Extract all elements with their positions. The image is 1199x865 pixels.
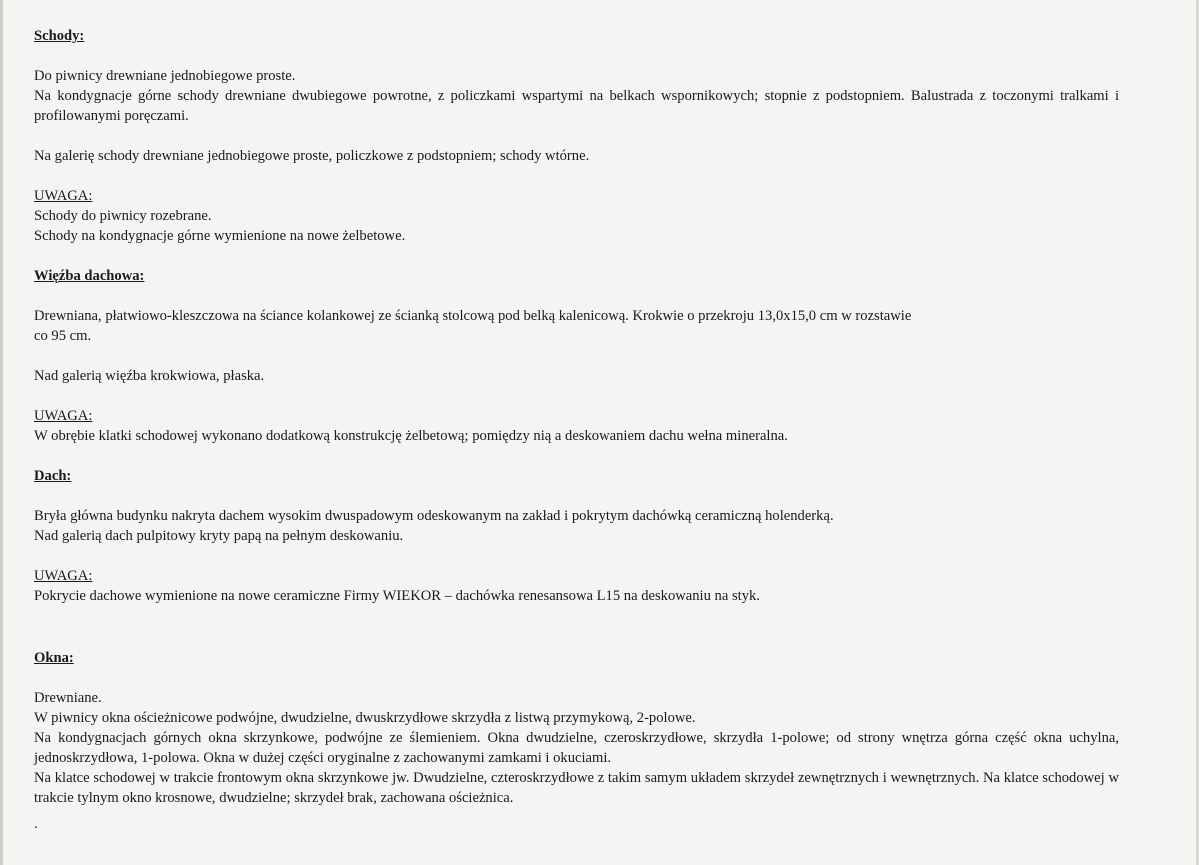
dach-uwaga-label: UWAGA: — [34, 568, 93, 584]
schody-line-2: Na kondygnacje górne schody drewniane dwubiegowe powrotne, z policzkami wspartymi na belkach wspornikowych; stopnie z podstopniem. Balustrada z toczonymi tralkami i profilowanymi poręczami. — [34, 88, 1119, 124]
okna-line-2: W piwnicy okna ościeżnicowe podwójne, dwudzielne, dwuskrzydłowe skrzydła z listwą przymykową, 2-polowe. — [34, 710, 696, 726]
wiezba-uwaga-line-1: W obrębie klatki schodowej wykonano dodatkową konstrukcję żelbetową; pomiędzy nią a deskowaniem dachu wełna mineralna. — [34, 428, 788, 444]
heading-okna: Okna: — [34, 650, 74, 666]
document-content — [34, 26, 1119, 834]
schody-line-1: Do piwnicy drewniane jednobiegowe proste. — [34, 68, 296, 84]
dach-line-2: Nad galerią dach pulpitowy kryty papą na pełnym deskowaniu. — [34, 528, 404, 544]
dach-line-1: Bryła główna budynku nakryta dachem wysokim dwuspadowym odeskowanym na zakład i pokrytym dachówką ceramiczną holenderką. — [34, 508, 834, 524]
schody-uwaga-label: UWAGA: — [34, 188, 93, 204]
trailing-dot: . — [34, 816, 38, 832]
wiezba-line-1: Drewniana, płatwiowo-kleszczowa na ściance kolankowej ze ścianką stolcową pod belką kalenicową. Krokwie o przekroju 13,0x15,0 cm w rozstawie — [34, 308, 912, 324]
schody-uwaga-line-2: Schody na kondygnacje górne wymienione na nowe żelbetowe. — [34, 228, 406, 244]
wiezba-uwaga-label: UWAGA: — [34, 408, 93, 424]
schody-line-3: Na galerię schody drewniane jednobiegowe proste, policzkowe z podstopniem; schody wtórne. — [34, 148, 590, 164]
dach-uwaga-line-1: Pokrycie dachowe wymienione na nowe ceramiczne Firmy WIEKOR – dachówka renesansowa L15 na deskowaniu na styk. — [34, 588, 760, 604]
okna-line-1: Drewniane. — [34, 690, 102, 706]
okna-line-3: Na kondygnacjach górnych okna skrzynkowe, podwójne ze ślemieniem. Okna dwudzielne, czeroskrzydłowe, skrzydła 1-polowe; od strony wnętrza górna część okna uchylna, jednoskrzydłowa, 1-polowa. Okna w dużej części oryginalne z zachowanymi zamkami i okuciami. — [34, 730, 1119, 766]
schody-uwaga-line-1: Schody do piwnicy rozebrane. — [34, 208, 212, 224]
wiezba-line-3: Nad galerią więźba krokwiowa, płaska. — [34, 368, 265, 384]
okna-line-4: Na klatce schodowej w trakcie frontowym okna skrzynkowe jw. Dwudzielne, czteroskrzydłowe z takim samym układem skrzydeł zewnętrznych i wewnętrznych. Na klatce schodowej w trakcie tylnym okno krosnowe, dwudzielne; skrzydeł brak, zachowana ościeżnica. — [34, 770, 1119, 806]
heading-schody: Schody: — [34, 28, 85, 44]
heading-wiezba: Więźba dachowa: — [34, 268, 145, 284]
heading-dach: Dach: — [34, 468, 72, 484]
wiezba-line-2: co 95 cm. — [34, 328, 92, 344]
